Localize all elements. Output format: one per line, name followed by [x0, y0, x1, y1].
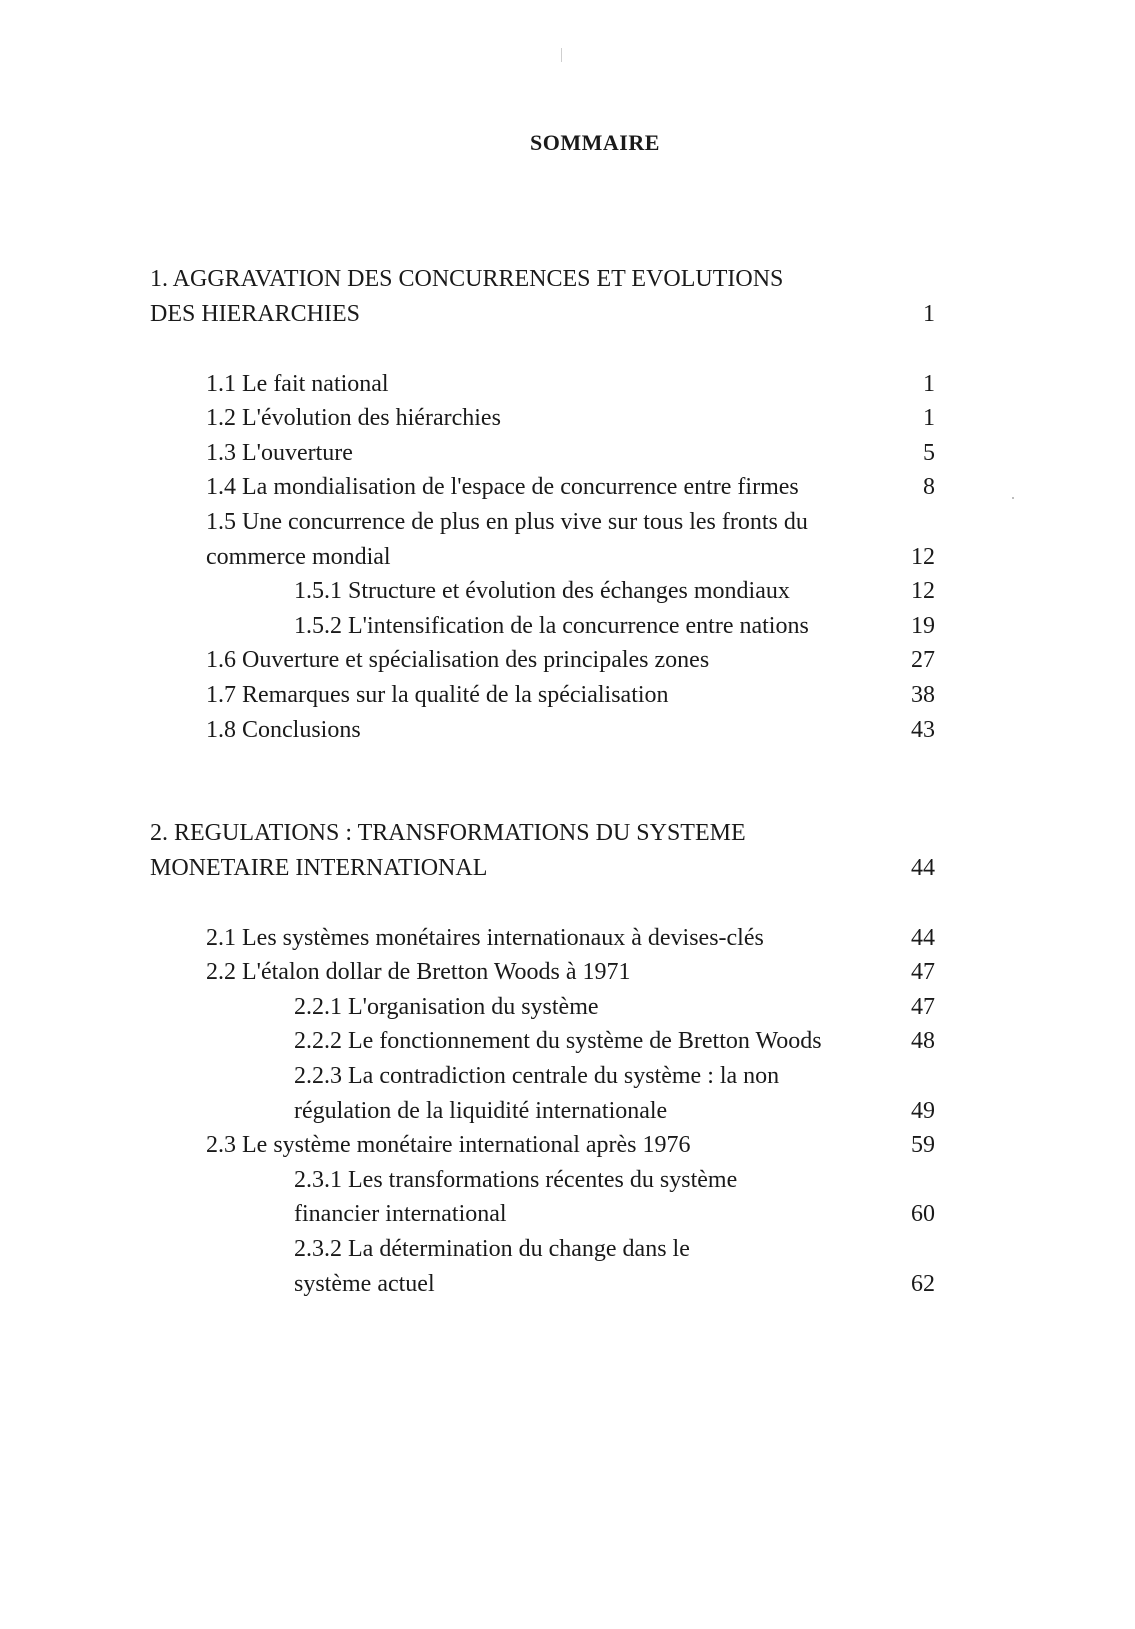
scan-artifact-dot: [1012, 497, 1014, 499]
toc-subentry: 2.2.1 L'organisation du système: [294, 993, 599, 1020]
toc-page-number: 47: [911, 993, 935, 1020]
page-title: SOMMAIRE: [530, 130, 660, 155]
toc-page-number: 8: [923, 474, 935, 501]
toc-page-number: 60: [911, 1201, 935, 1228]
toc-entry: 1.2 L'évolution des hiérarchies: [206, 405, 501, 432]
section-page-number: 44: [911, 854, 935, 881]
toc-entry: 1.6 Ouverture et spécialisation des principales zones: [206, 647, 710, 674]
toc-page-number: 59: [911, 1132, 935, 1159]
toc-subentry: 2.3.2 La détermination du change dans le: [294, 1236, 690, 1262]
toc-page-number: 1: [923, 405, 935, 432]
toc-entry: 1.8 Conclusions: [206, 716, 361, 743]
section-heading: DES HIERARCHIES: [150, 300, 361, 327]
toc-subentry: 2.3.1 Les transformations récentes du système: [294, 1166, 738, 1193]
section-heading: 1. AGGRAVATION DES CONCURRENCES ET EVOLUTIONS: [150, 266, 784, 292]
toc-entry: 1.5 Une concurrence de plus en plus vive sur tous les fronts du: [206, 509, 808, 535]
toc-page-number: 48: [911, 1028, 935, 1055]
toc-entry: 1.3 L'ouverture: [206, 439, 353, 466]
toc-page-number: 12: [911, 578, 935, 605]
scan-artifact: [561, 48, 562, 62]
toc-page-number: 44: [911, 924, 935, 951]
toc-page-number: 5: [923, 439, 935, 466]
toc-entry: 1.4 La mondialisation de l'espace de concurrence entre firmes: [206, 474, 799, 501]
section-heading: 2. REGULATIONS : TRANSFORMATIONS DU SYSTEME: [150, 820, 746, 846]
toc-page-number: 12: [911, 543, 935, 570]
toc-entry: 2.1 Les systèmes monétaires internationaux à devises-clés: [206, 924, 764, 951]
toc-subentry: système actuel: [294, 1270, 435, 1297]
section-page-number: 1: [923, 300, 935, 327]
toc-subentry: financier international: [294, 1201, 507, 1228]
toc-page-number: 27: [911, 647, 935, 674]
toc-page-number: 47: [911, 959, 935, 986]
toc-page-number: 38: [911, 682, 935, 708]
toc-entry: 1.1 Le fait national: [206, 370, 389, 397]
toc-page-number: 62: [911, 1270, 935, 1297]
toc-subentry: régulation de la liquidité internationale: [294, 1097, 668, 1124]
toc-entry: 2.3 Le système monétaire international après 1976: [206, 1132, 691, 1159]
toc-subentry: 1.5.1 Structure et évolution des échanges mondiaux: [294, 578, 790, 605]
toc-subentry: 1.5.2 L'intensification de la concurrence entre nations: [294, 612, 809, 639]
toc-entry: 2.2 L'étalon dollar de Bretton Woods à 1971: [206, 959, 631, 986]
toc-subentry: 2.2.2 Le fonctionnement du système de Bretton Woods: [294, 1028, 822, 1055]
toc-page-number: 1: [923, 370, 935, 397]
toc-page-number: 19: [911, 612, 935, 639]
toc-entry: 1.7 Remarques sur la qualité de la spécialisation: [206, 682, 669, 708]
toc-page-number: 43: [911, 716, 935, 743]
section-heading: MONETAIRE INTERNATIONAL: [150, 854, 488, 881]
toc-page-number: 49: [911, 1097, 935, 1124]
toc-subentry: 2.2.3 La contradiction centrale du système : la non: [294, 1063, 780, 1089]
toc-entry: commerce mondial: [206, 543, 391, 570]
